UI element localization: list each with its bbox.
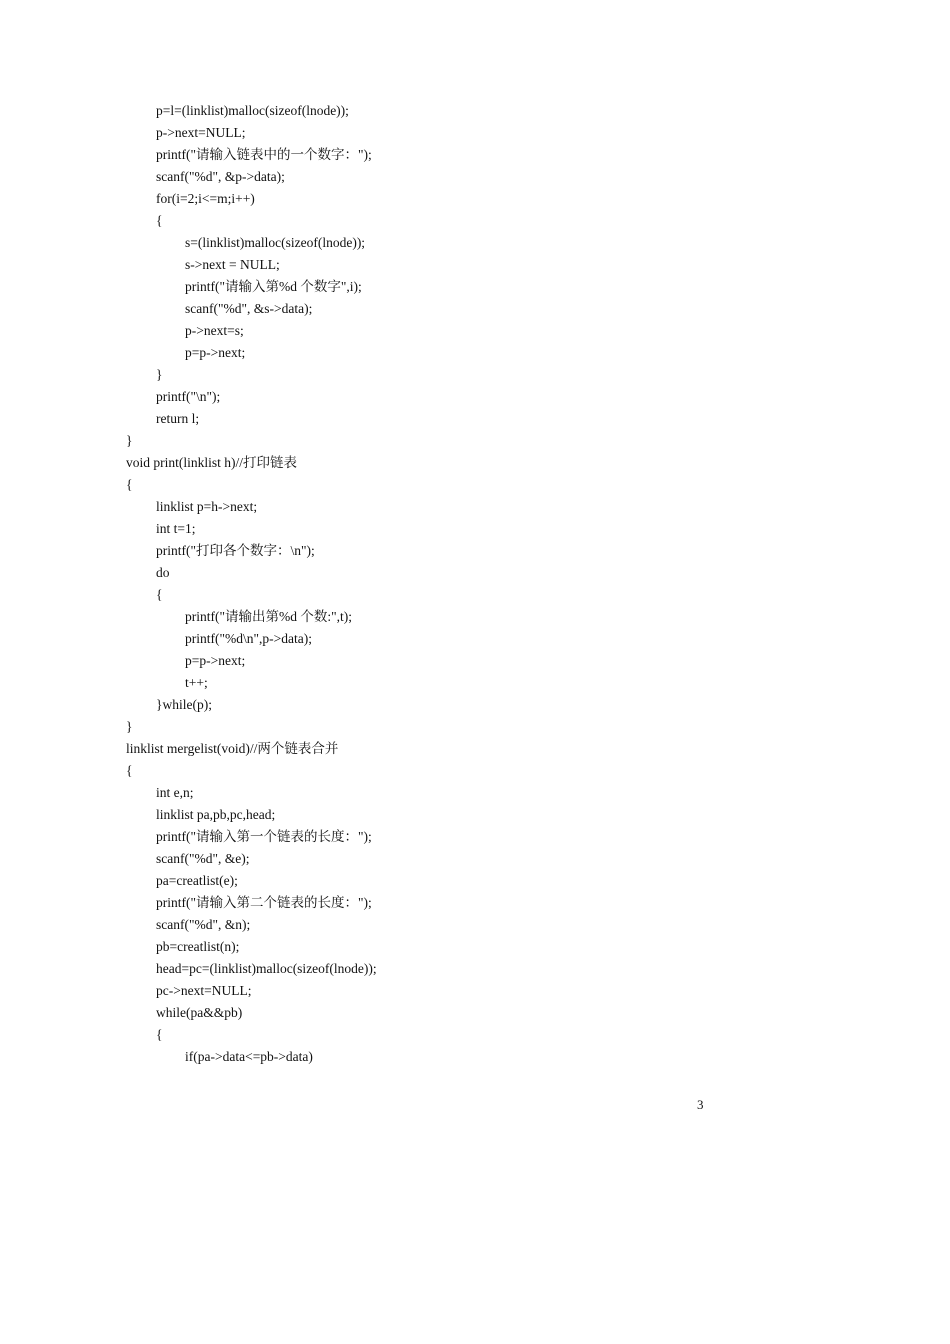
code-line: printf("打印各个数字：\n"); — [156, 543, 315, 558]
code-line: linklist mergelist(void)//两个链表合并 — [126, 741, 339, 756]
code-line: scanf("%d", &n); — [156, 917, 251, 932]
code-line: scanf("%d", &s->data); — [185, 301, 313, 316]
code-line: p->next=s; — [185, 323, 244, 338]
code-line: { — [126, 477, 133, 492]
code-line: p=p->next; — [185, 653, 246, 668]
code-line: printf("请输入第二个链表的长度："); — [156, 895, 372, 910]
code-line: { — [156, 1027, 163, 1042]
code-line: p=p->next; — [185, 345, 246, 360]
code-line: { — [126, 763, 133, 778]
code-line: void print(linklist h)//打印链表 — [126, 455, 297, 470]
code-line: return l; — [156, 411, 200, 426]
code-line: t++; — [185, 675, 208, 690]
code-line: pc->next=NULL; — [156, 983, 252, 998]
code-line: linklist p=h->next; — [156, 499, 258, 514]
code-line: scanf("%d", &e); — [156, 851, 250, 866]
code-line: printf("%d\n",p->data); — [185, 631, 312, 646]
code-line: p=l=(linklist)malloc(sizeof(lnode)); — [156, 103, 349, 118]
code-line: int t=1; — [156, 521, 196, 536]
code-line: int e,n; — [156, 785, 194, 800]
page-number: 3 — [697, 1097, 704, 1112]
code-line: p->next=NULL; — [156, 125, 246, 140]
code-line: scanf("%d", &p->data); — [156, 169, 285, 184]
code-line: } — [126, 433, 133, 448]
code-line: printf("\n"); — [156, 389, 221, 404]
code-line: pa=creatlist(e); — [156, 873, 238, 888]
code-line: } — [126, 719, 133, 734]
code-line: head=pc=(linklist)malloc(sizeof(lnode)); — [156, 961, 377, 976]
code-line: { — [156, 213, 163, 228]
code-line: pb=creatlist(n); — [156, 939, 240, 954]
code-line: linklist pa,pb,pc,head; — [156, 807, 276, 822]
code-line: do — [156, 565, 170, 580]
code-line: { — [156, 587, 163, 602]
code-line: printf("请输入第%d 个数字",i); — [185, 279, 362, 294]
code-line: }while(p); — [156, 697, 212, 712]
code-line: printf("请输出第%d 个数:",t); — [185, 609, 353, 624]
code-line: printf("请输入链表中的一个数字："); — [156, 147, 372, 162]
code-listing — [126, 100, 726, 1068]
code-line: s->next = NULL; — [185, 257, 280, 272]
code-line: for(i=2;i<=m;i++) — [156, 191, 255, 206]
code-line: } — [156, 367, 163, 382]
code-line: printf("请输入第一个链表的长度："); — [156, 829, 372, 844]
code-line: if(pa->data<=pb->data) — [185, 1049, 313, 1064]
code-line: s=(linklist)malloc(sizeof(lnode)); — [185, 235, 366, 250]
code-line: while(pa&&pb) — [156, 1005, 243, 1020]
